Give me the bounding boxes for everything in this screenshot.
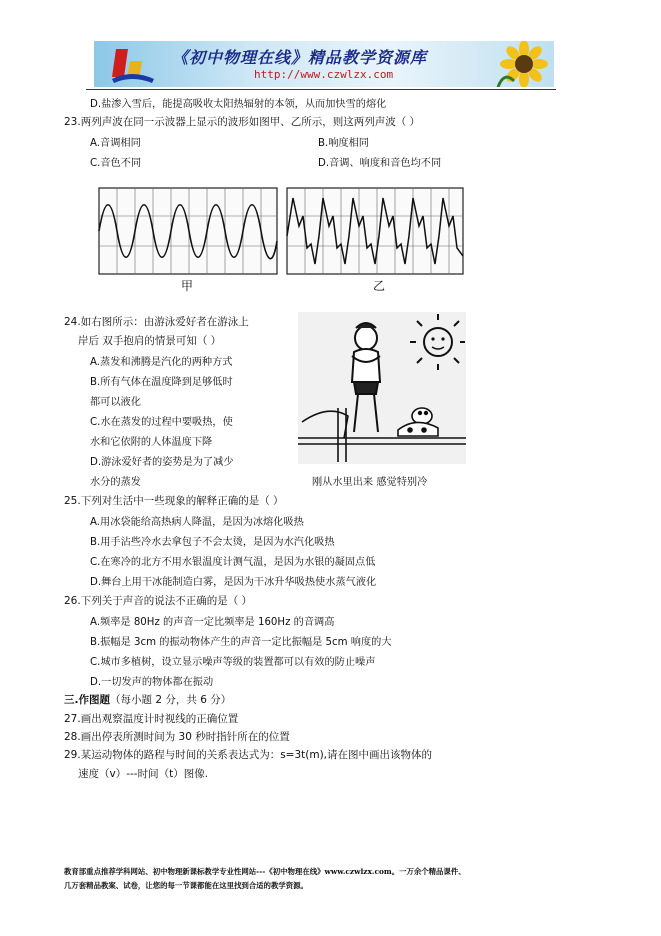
swimmer-illustration [298,312,466,464]
q24-option-b-line1: B.所有气体在温度降到足够低时 [90,377,233,388]
footer-line1: 教育部重点推荐学科网站、初中物理新课标教学专业性网站---《初中物理在线》www.czwlzx.com。一万余个精品课件、 [64,867,466,876]
q25-option-b: B.用手沾些冷水去拿包子不会太烫，是因为水汽化吸热 [90,537,335,548]
q24-option-d-line2: 水分的蒸发 [90,477,141,488]
q24-stem-line1: 24.如右图所示：由游泳爱好者在游泳上 [64,316,249,328]
footer-line2: 几万套精品教案、试卷，让您的每一节课都能在这里找到合适的教学资源。 [64,881,308,890]
header-rule [86,89,556,90]
q23-option-c: C.音色不同 [90,158,142,169]
q27-text: 27.画出观察温度计时视线的正确位置 [64,713,239,725]
q24-stem-line2: 岸后 双手抱肩的情景可知（ ） [78,335,222,347]
q25-option-d: D.舞台上用干冰能制造白雾，是因为干冰升华吸热使水蒸气液化 [90,577,377,588]
q26-stem: 26.下列关于声音的说法不正确的是（ ） [64,595,253,607]
q24-option-d-line1: D.游泳爱好者的姿势是为了减少 [90,457,234,468]
waveform-figure [97,186,467,294]
q28-text: 28.画出停表所测时间为 30 秒时指针所在的位置 [64,731,290,743]
site-logo-icon [102,41,172,87]
q24-option-a: A.蒸发和沸腾是汽化的两种方式 [90,357,233,368]
q26-option-a: A.频率是 80Hz 的声音一定比频率是 160Hz 的音调高 [90,617,335,628]
waveform-label-jia: 甲 [181,279,194,293]
q25-option-c: C.在寒冷的北方不用水银温度计测气温，是因为水银的凝固点低 [90,557,376,568]
q23-option-a: A.音调相同 [90,138,141,149]
q29-text-line1: 29.某运动物体的路程与时间的关系表达式为：s=3t(m),请在图中画出该物体的 [64,749,433,761]
q23-stem: 23.两列声波在同一示波器上显示的波形如图甲、乙所示，则这两列声波（ ） [64,116,421,128]
banner-title: 《初中物理在线》精品教学资源库 [172,48,428,67]
q23-option-d: D.音调、响度和音色均不同 [318,158,442,169]
q22-option-d: D.盐渗入雪后，能提高吸收太阳热辐射的本领，从而加快雪的熔化 [90,99,387,110]
q26-option-d: D.一切发声的物体都在振动 [90,677,214,688]
q24-option-c-line1: C.水在蒸发的过程中要吸热，使 [90,417,233,428]
q25-option-a: A.用冰袋能给高热病人降温，是因为冰熔化吸热 [90,517,304,528]
q24-option-c-line2: 水和它依附的人体温度下降 [90,437,213,448]
oscilloscope-waveforms [97,186,467,294]
banner-url[interactable]: http://www.czwlzx.com [254,68,394,81]
section3-heading-note: （每小题 2 分，共 6 分） [110,694,232,706]
section3-heading: 三.作图题 [64,694,110,706]
q29-text-line2: 速度（v）---时间（t）图像. [78,768,209,780]
waveform-panel-jia [99,188,277,274]
q25-stem: 25.下列对生活中一些现象的解释正确的是（ ） [64,495,284,507]
section3-heading-row [64,692,231,707]
q24-option-b-line2: 都可以液化 [90,397,141,408]
sunflower-icon [494,41,554,87]
waveform-panel-yi [287,188,463,274]
q26-option-b: B.振幅是 3cm 的振动物体产生的声音一定比振幅是 5cm 响度的大 [90,637,392,648]
q24-figure-caption: 刚从水里出来 感觉特别冷 [312,477,428,488]
waveform-label-yi: 乙 [373,279,386,293]
header-banner [94,41,554,87]
q23-option-b: B.响度相同 [318,138,369,149]
q26-option-c: C.城市多植树，设立显示噪声等级的装置都可以有效的防止噪声 [90,657,376,668]
